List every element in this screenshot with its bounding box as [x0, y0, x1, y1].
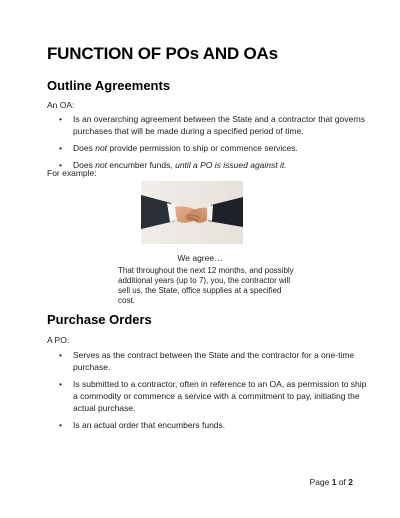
list-item: [47, 142, 367, 154]
list-item: [47, 419, 367, 431]
oa-bullet-3-em: not: [95, 160, 108, 170]
oa-bullet-2-pre: Does: [73, 143, 96, 153]
oa-bullet-3-pre: Does: [73, 160, 96, 170]
po-bullet-2-text: Is submitted to a contractor, often in reference to an OA, as permission to ship a commodity or commence a service with a commitment to pay, initiating the actual purchase.: [73, 379, 367, 413]
page-number: [309, 477, 353, 487]
oa-bullet-2-em: not: [95, 143, 108, 153]
page-title: FUNCTION OF POs AND OAs: [47, 44, 278, 63]
list-item: [47, 113, 367, 137]
list-item: [47, 349, 367, 373]
section-heading-purchase-orders: Purchase Orders: [47, 312, 152, 327]
image-caption: We agree…: [177, 253, 223, 263]
bullet-glyph: •: [59, 143, 62, 153]
oa-bullet-2-post: provide permission to ship or commence services.: [107, 143, 298, 153]
page-current: 1: [331, 477, 337, 487]
handshake-icon: [141, 181, 243, 244]
bullet-glyph: •: [59, 160, 62, 170]
oa-bullet-3-em2: until a PO is issued against it.: [175, 160, 287, 170]
oa-bullet-3-post: encumber funds,: [107, 160, 176, 170]
po-bullet-list: [47, 349, 367, 436]
bullet-glyph: •: [59, 350, 62, 360]
oa-bullet-list: [47, 113, 367, 176]
po-bullet-1-text: Serves as the contract between the State and the contractor for a one-time purchase.: [73, 350, 355, 372]
bullet-glyph: •: [59, 114, 62, 124]
bullet-glyph: •: [59, 420, 62, 430]
of-word: of: [338, 477, 346, 487]
po-bullet-3-text: Is an actual order that encumbers funds.: [73, 420, 226, 430]
example-label: For example:: [47, 168, 97, 178]
po-intro: A PO:: [47, 335, 70, 345]
section-heading-outline-agreements: Outline Agreements: [47, 78, 171, 93]
example-text: That throughout the next 12 months, and possibly additional years (up to 7), you, the contractor will sell us, the State, office supplies at a specified cost.: [118, 266, 294, 305]
oa-intro: An OA:: [47, 100, 75, 110]
oa-bullet-1-text: Is an overarching agreement between the State and a contractor that governs purchases that will be made during a specified period of time.: [73, 114, 366, 136]
handshake-photo: [141, 181, 243, 244]
list-item: [47, 378, 367, 414]
bullet-glyph: •: [59, 379, 62, 389]
page-word: Page: [309, 477, 330, 487]
page-total: 2: [348, 477, 353, 487]
